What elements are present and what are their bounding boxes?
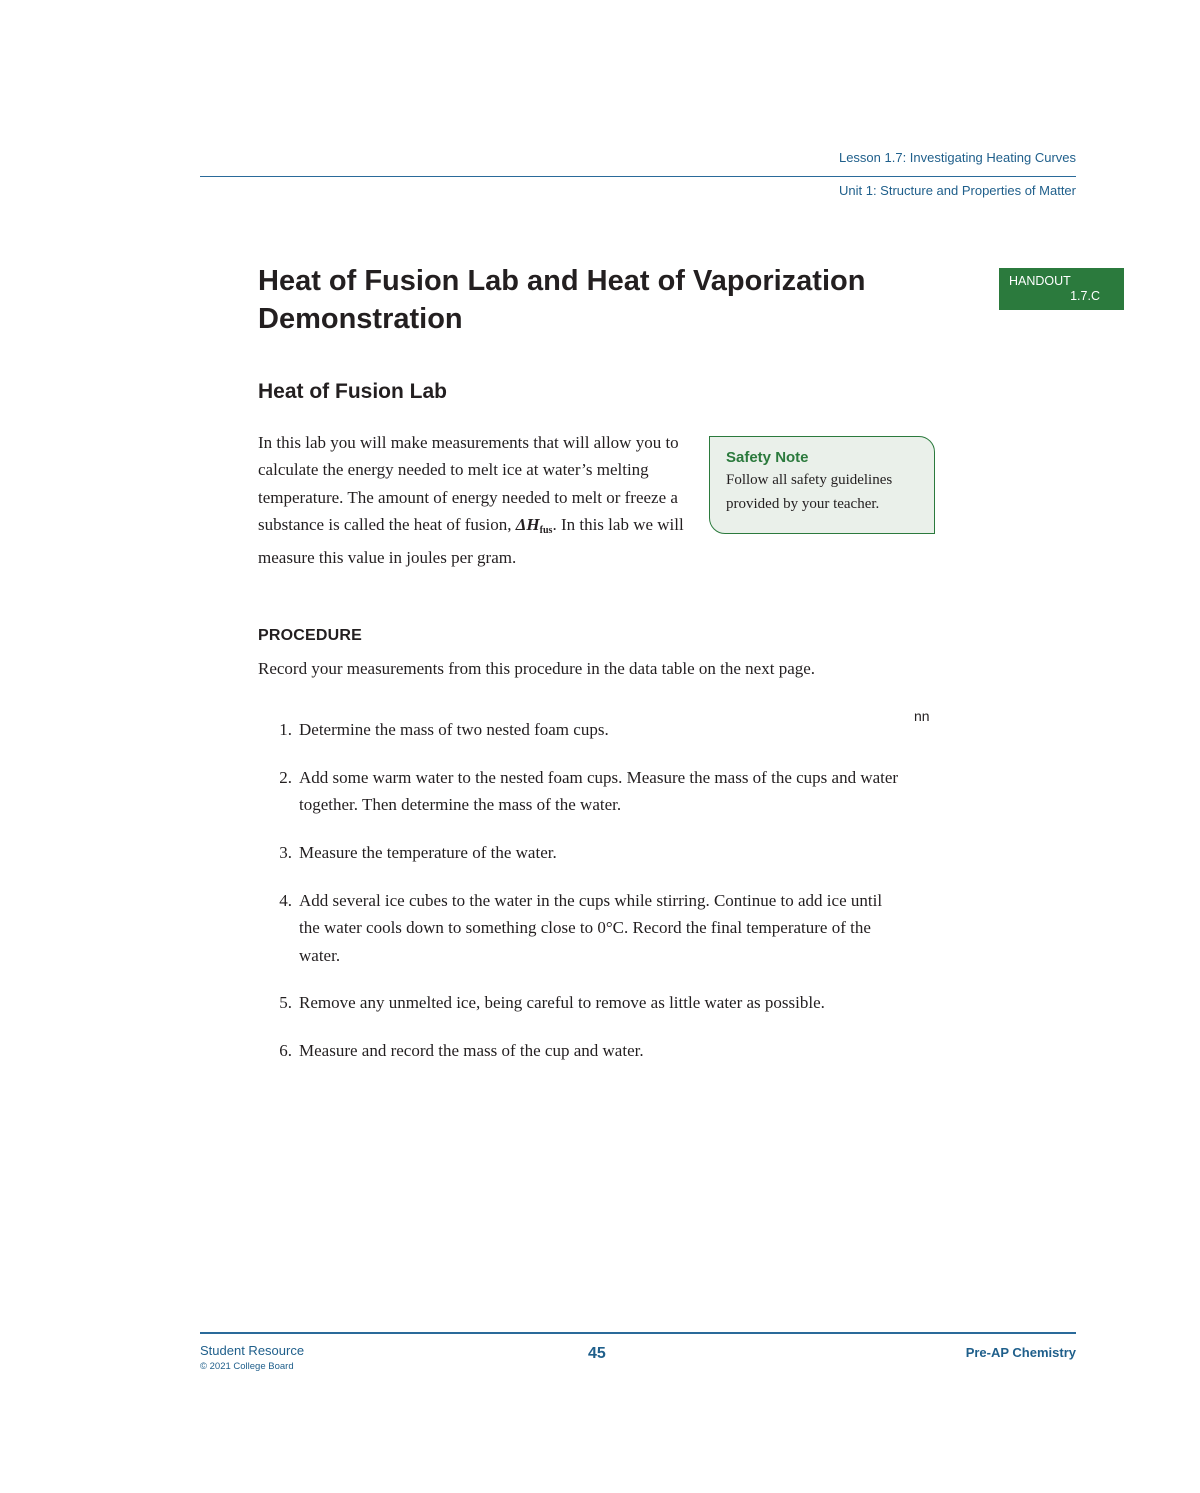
badge-label: HANDOUT — [1009, 274, 1071, 288]
delta-h-symbol: ΔH — [515, 514, 540, 534]
step-text: Measure the temperature of the water. — [299, 843, 557, 862]
procedure-step — [258, 989, 938, 1016]
procedure-step — [258, 716, 938, 743]
header-divider — [200, 176, 1076, 177]
intro-text-before: In this lab you will make measurements that will allow you to calculate the energy needed to melt ice at water’s melting temperature. The amount of energy needed to melt or freeze a substance is called the heat of fusion, — [258, 433, 679, 534]
step-number: 1. — [279, 720, 292, 739]
intro-text-after: . In this lab we will measure this value in joules per gram. — [258, 514, 684, 568]
lesson-header: Lesson 1.7: Investigating Heating Curves — [838, 150, 1076, 165]
step-number: 3. — [279, 843, 292, 862]
footer-student-resource: Student Resource — [200, 1343, 305, 1358]
procedure-step — [258, 1037, 938, 1064]
procedure-step — [258, 839, 938, 866]
safety-note-title: Safety Note — [726, 449, 809, 466]
page-number: 45 — [588, 1345, 606, 1362]
step-number: 4. — [279, 891, 292, 910]
step-text: Measure and record the mass of the cup and water. — [299, 1041, 644, 1060]
step-text: Add some warm water to the nested foam cups. Measure the mass of the cups and water together. Then determine the mass of the water. — [299, 768, 899, 815]
footer-copyright: © 2021 College Board — [200, 1361, 294, 1372]
intro-paragraph — [258, 429, 708, 571]
step-text: Remove any unmelted ice, being careful to remove as little water as possible. — [299, 993, 825, 1012]
step-number: 6. — [279, 1041, 292, 1060]
safety-note-box — [709, 436, 935, 534]
step-text: Determine the mass of two nested foam cups. — [299, 720, 609, 739]
stray-text: nn — [914, 708, 930, 724]
step-text: Add several ice cubes to the water in the cups while stirring. Continue to add ice until the water cools down to something close to 0°C. Record the final temperature of the water. — [299, 891, 883, 965]
delta-h-subscript: fus — [539, 524, 553, 536]
footer-divider — [200, 1332, 1076, 1334]
footer-course: Pre-AP Chemistry — [965, 1345, 1076, 1360]
step-number: 5. — [279, 993, 292, 1012]
badge-number: 1.7.C — [1070, 289, 1100, 303]
step-number: 2. — [279, 768, 292, 787]
safety-note-body: Follow all safety guidelines provided by your teacher. — [726, 472, 893, 512]
handout-badge — [999, 268, 1124, 310]
procedure-heading: PROCEDURE — [258, 627, 363, 644]
unit-header: Unit 1: Structure and Properties of Matter — [839, 183, 1076, 198]
procedure-step — [258, 887, 888, 969]
procedure-step — [258, 764, 938, 819]
page-title: Heat of Fusion Lab and Heat of Vaporization Demonstration — [258, 265, 866, 335]
section-heading: Heat of Fusion Lab — [258, 380, 447, 403]
procedure-intro: Record your measurements from this procedure in the data table on the next page. — [258, 659, 816, 678]
